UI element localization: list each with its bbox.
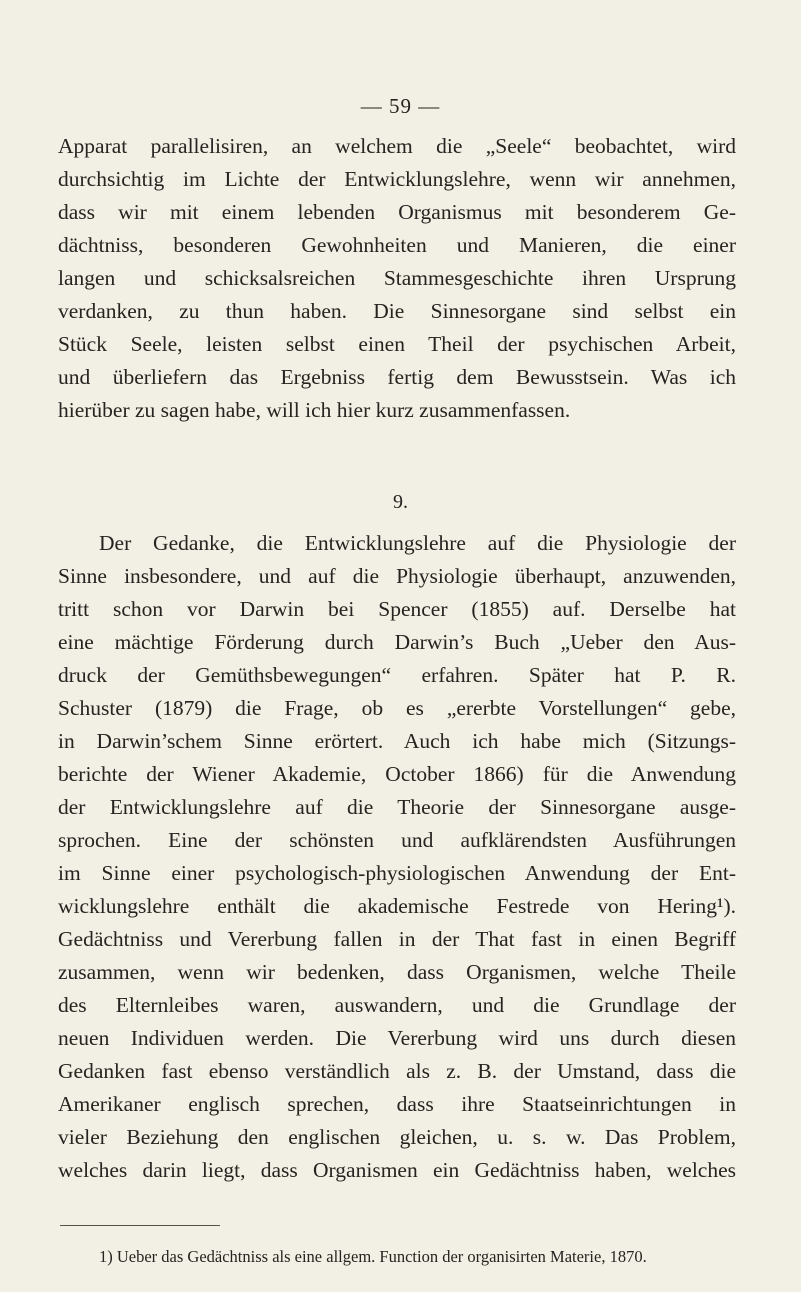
text-line: Gedanken fast ebenso verständlich als z. B. der Umstand, dass die xyxy=(58,1059,736,1083)
text-line: verdanken, zu thun haben. Die Sinnesorgane sind selbst ein xyxy=(58,299,736,323)
text-line: Apparat parallelisiren, an welchem die „Seele“ beobachtet, wird xyxy=(58,134,736,158)
text-line: und überliefern das Ergebniss fertig dem Bewusstsein. Was ich xyxy=(58,365,736,389)
page-number: — 59 — xyxy=(360,94,441,118)
text-line: druck der Gemüthsbewegungen“ erfahren. Später hat P. R. xyxy=(58,663,736,687)
text-line: vieler Beziehung den englischen gleichen, u. s. w. Das Problem, xyxy=(58,1125,736,1149)
text-line: hierüber zu sagen habe, will ich hier kurz zusammenfassen. xyxy=(58,398,571,422)
text-line: berichte der Wiener Akademie, October 1866) für die Anwendung xyxy=(58,762,736,786)
text-line: eine mächtige Förderung durch Darwin’s Buch „Ueber den Aus- xyxy=(58,630,736,654)
text-line: wicklungslehre enthält die akademische Festrede von Hering¹). xyxy=(58,894,736,918)
text-line: Schuster (1879) die Frage, ob es „ererbte Vorstellungen“ gebe, xyxy=(58,696,736,720)
text-line: tritt schon vor Darwin bei Spencer (1855) auf. Derselbe hat xyxy=(58,597,736,621)
text-line: langen und schicksalsreichen Stammesgeschichte ihren Ursprung xyxy=(58,266,736,290)
text-line: sprochen. Eine der schönsten und aufklärendsten Ausführungen xyxy=(58,828,736,852)
footnote: 1) Ueber das Gedächtniss als eine allgem. Function der organisirten Materie, 1870. xyxy=(99,1247,647,1266)
text-line: in Darwin’schem Sinne erörtert. Auch ich habe mich (Sitzungs- xyxy=(58,729,736,753)
text-line: Stück Seele, leisten selbst einen Theil der psychischen Arbeit, xyxy=(58,332,736,356)
section-number: 9. xyxy=(393,491,408,513)
text-line: zusammen, wenn wir bedenken, dass Organismen, welche Theile xyxy=(58,960,736,984)
text-line: neuen Individuen werden. Die Vererbung wird uns durch diesen xyxy=(58,1026,736,1050)
text-line: der Entwicklungslehre auf die Theorie der Sinnesorgane ausge- xyxy=(58,795,736,819)
text-line: des Elternleibes waren, auswandern, und die Grundlage der xyxy=(58,993,736,1017)
text-line: durchsichtig im Lichte der Entwicklungslehre, wenn wir annehmen, xyxy=(58,167,736,191)
text-line: dächtniss, besonderen Gewohnheiten und Manieren, die einer xyxy=(58,233,736,257)
footnote-divider xyxy=(60,1225,220,1226)
text-line: Gedächtniss und Vererbung fallen in der That fast in einen Begriff xyxy=(58,927,736,951)
text-line: welches darin liegt, dass Organismen ein Gedächtniss haben, welches xyxy=(58,1158,736,1182)
text-line: im Sinne einer psychologisch-physiologischen Anwendung der Ent- xyxy=(58,861,736,885)
text-line: dass wir mit einem lebenden Organismus mit besonderem Ge- xyxy=(58,200,736,224)
text-line: Der Gedanke, die Entwicklungslehre auf die Physiologie der xyxy=(99,531,736,555)
text-line: Sinne insbesondere, und auf die Physiologie überhaupt, anzuwenden, xyxy=(58,564,736,588)
text-line: Amerikaner englisch sprechen, dass ihre Staatseinrichtungen in xyxy=(58,1092,736,1116)
